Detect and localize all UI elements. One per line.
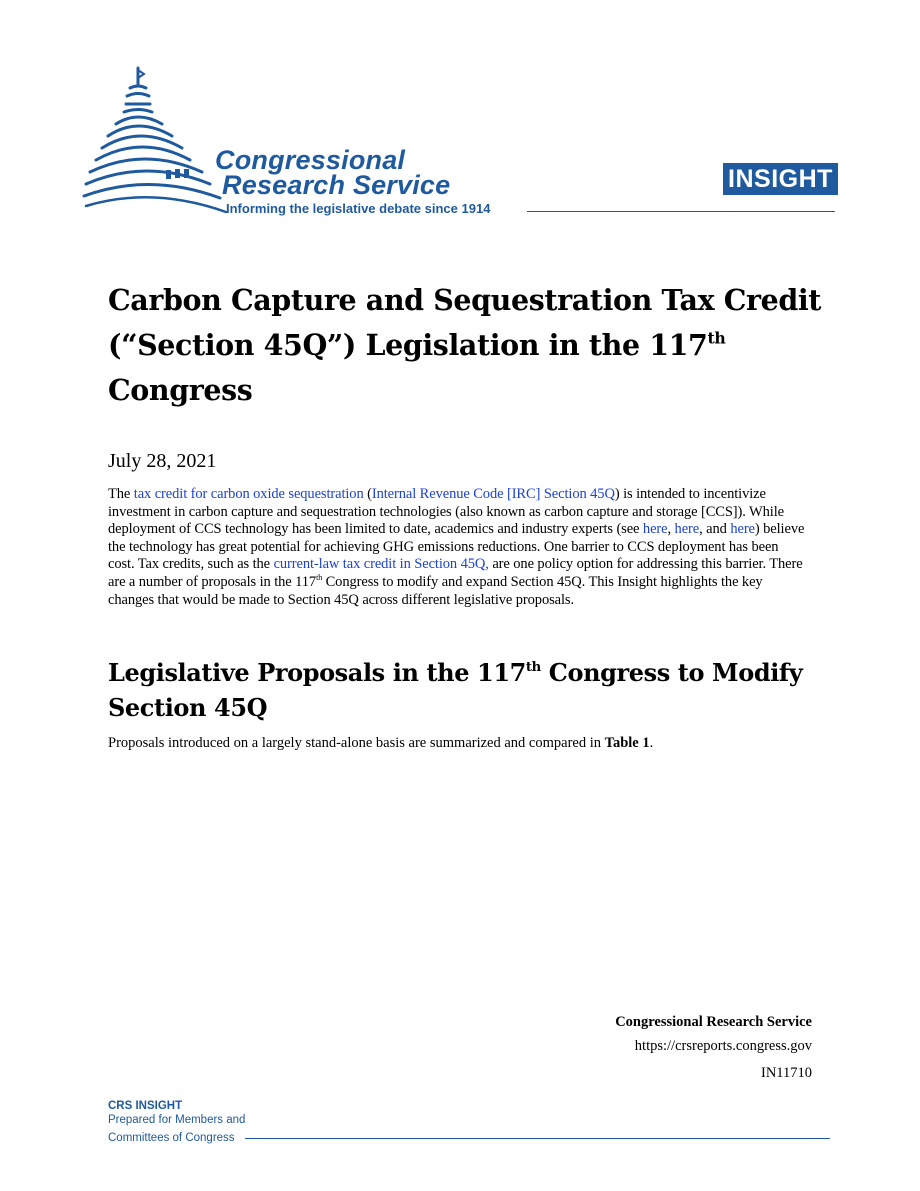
publication-date: July 28, 2021 (108, 450, 217, 472)
logo-text-research-service: Research Service (222, 170, 451, 200)
section-heading-part1: Legislative Proposals in the 117 (108, 658, 526, 687)
intro-text-3: ) is intended to incentivize investment in carbon capture and sequestration technologies (also known as carbon capture and storage [CCS]). While deployment of CCS technology has been limited to date, academics and industry experts (see (108, 486, 784, 538)
intro-text-8: Congress to modify and expand Section 45Q. This Insight highlights the key changes that would be made to Section 45Q across different legislative proposals. (108, 573, 763, 608)
intro-text-2: ( (363, 486, 372, 502)
footer-prepared-line1: Prepared for Members and (108, 1114, 246, 1126)
section-body-end: . (649, 735, 654, 751)
link-here-3[interactable]: here (730, 521, 755, 538)
intro-text-7: are one policy option for addressing this barrier. There are a number of proposals in the 117 (108, 556, 803, 590)
link-tax-credit[interactable]: tax credit for carbon oxide sequestration (133, 486, 364, 502)
footer-divider (245, 1138, 830, 1139)
logo-tagline: Informing the legislative debate since 1914 (226, 201, 491, 216)
section-heading-superscript: th (525, 660, 541, 676)
table-reference[interactable]: Table 1 (604, 735, 650, 751)
footer-report-id: IN11710 (760, 1065, 812, 1081)
title-superscript: th (707, 328, 726, 348)
intro-text-4: , (667, 521, 675, 538)
intro-text-5: , and (699, 521, 731, 538)
section-body-text: Proposals introduced on a largely stand-alone basis are summarized and compared in (108, 735, 605, 751)
title-part1: Carbon Capture and Sequestration Tax Credit (“Section 45Q”) Legislation in the 117 (108, 283, 822, 362)
link-here-2[interactable]: here (674, 521, 700, 538)
footer-prepared-line2: Committees of Congress (108, 1132, 235, 1144)
link-here-1[interactable]: here (642, 521, 668, 538)
capitol-dome-logo-icon (80, 66, 230, 216)
title-part2: Congress (108, 373, 253, 407)
intro-superscript: th (316, 573, 323, 582)
intro-text-6: ) believe the technology has great potential for achieving GHG emissions reductions. One barrier to CCS deployment has been cost. Tax credits, such as the (108, 521, 805, 573)
section-heading (108, 655, 828, 725)
footer-crs-insight-label: CRS INSIGHT (108, 1100, 183, 1112)
link-irc-section-45q[interactable]: Internal Revenue Code [IRC] Section 45Q (371, 486, 615, 502)
section-body (108, 735, 653, 752)
intro-paragraph (108, 486, 808, 609)
header-divider (527, 211, 835, 212)
link-current-law-tax-credit[interactable]: current-law tax credit in Section 45Q, (273, 556, 489, 573)
logo-text-congressional: Congressional (215, 145, 406, 175)
document-title (108, 278, 828, 413)
section-heading-part2: Congress to Modify Section 45Q (108, 658, 803, 722)
footer-organization: Congressional Research Service (615, 1014, 812, 1030)
insight-badge: INSIGHT (723, 163, 838, 195)
intro-text-1: The (108, 486, 134, 502)
footer-url[interactable]: https://crsreports.congress.gov (634, 1038, 812, 1054)
